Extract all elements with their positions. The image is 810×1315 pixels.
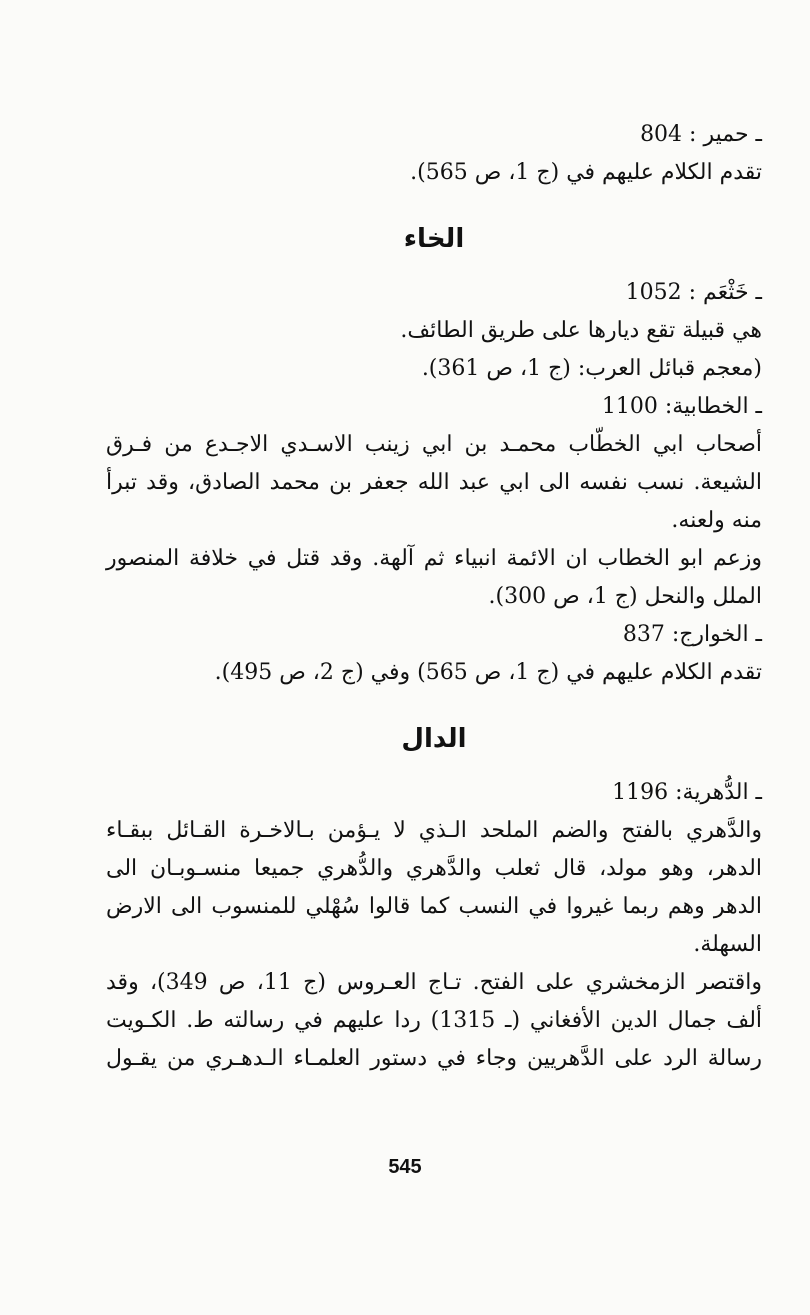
text-line: (معجم قبائل العرب: (ج 1، ص 361).: [421, 356, 762, 381]
text-line: منه ولعنه.: [671, 508, 762, 533]
section-heading-dal: الدال: [401, 724, 467, 754]
text-line: وزعم ابو الخطاب ان الائمة انبياء ثم آلهة. وقد قتل في خلافة المنصور: [106, 546, 762, 571]
text-line: تقدم الكلام عليهم في (ج 1، ص 565).: [410, 160, 762, 185]
text-line: رسالة الرد على الدَّهريين وجاء في دستور العلمـاء الـدهـري من يقـول: [106, 1046, 762, 1071]
text-line: تقدم الكلام عليهم في (ج 1، ص 565) وفي (ج 2، ص 495).: [214, 660, 762, 685]
text-line: الدهر وهم ربما غيروا في النسب كما قالوا سُهْلي للمنسوب الى الارض: [106, 894, 762, 919]
text-line: الملل والنحل (ج 1، ص 300).: [488, 584, 762, 609]
text-line: ألف جمال الدين الأفغاني (ـ 1315) ردا عليهم في رسالته ط. الكـويت: [106, 1008, 763, 1033]
entry-khattabiya: ـ الخطابية: 1100: [601, 394, 762, 419]
section-heading-kha: الخاء: [403, 224, 465, 254]
text-line: والدَّهري بالفتح والضم الملحد الـذي لا يـؤمن بـالاخـرة القـائل ببقـاء: [106, 818, 762, 843]
page-body: [106, 116, 762, 1078]
text-line: الدهر، وهو مولد، قال ثعلب والدَّهري والدُّهري جميعا منسـوبـان الى: [106, 856, 762, 881]
text-line: واقتصر الزمخشري على الفتح. تـاج العـروس (ج 11، ص 349)، وقد: [106, 970, 763, 995]
entry-khawarij: ـ الخوارج: 837: [622, 622, 762, 647]
page-number: 545: [388, 1156, 422, 1178]
text-line: الشيعة. نسب نفسه الى ابي عبد الله جعفر بن محمد الصادق، وقد تبرأ: [106, 470, 762, 495]
text-line: أصحاب ابي الخطّاب محمـد بن ابي زينب الاسـدي الاجـدع من فـرق: [106, 432, 762, 457]
entry-khatham: ـ خَثْعَم : 1052: [625, 280, 762, 305]
entry-dahriya: ـ الدُّهرية: 1196: [612, 780, 762, 805]
text-line: هي قبيلة تقع ديارها على طريق الطائف.: [400, 318, 762, 343]
text-line: السهلة.: [693, 932, 762, 957]
entry-himyar: ـ حمير : 804: [640, 122, 762, 147]
